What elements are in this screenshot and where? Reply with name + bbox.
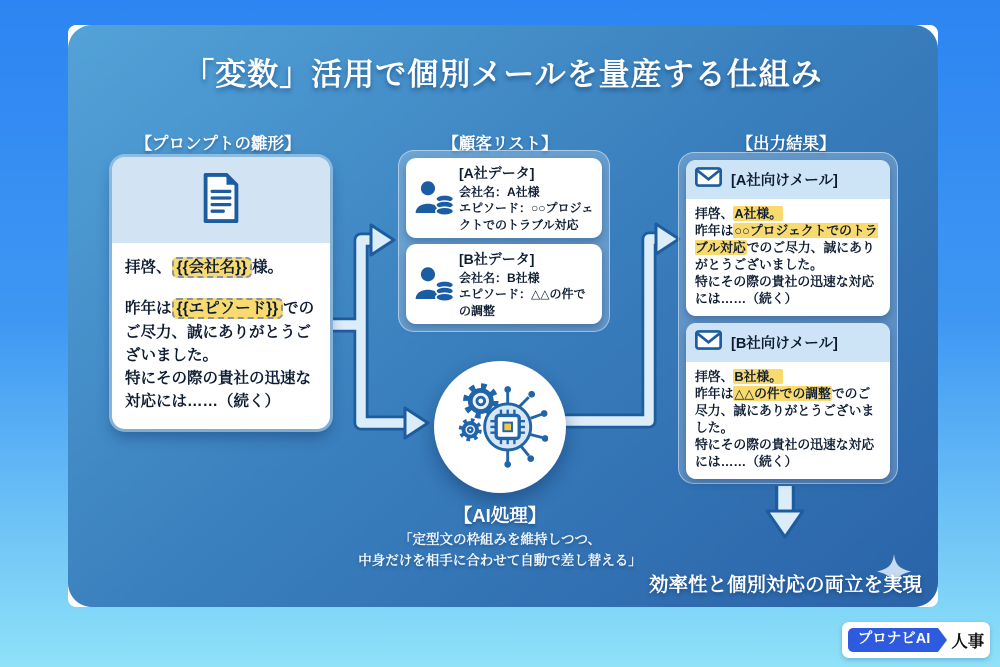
customer-card-b <box>406 244 602 324</box>
prompt-greeting: 拝啓、 {{会社名}} 様。 <box>125 259 284 276</box>
ai-quote <box>300 530 700 572</box>
ai-caption: 【AI処理】 <box>453 505 547 526</box>
prompt-column-header: 【プロンプトの雛形】 <box>135 135 301 153</box>
customer-card-company: 会社名：B社様 <box>459 271 540 286</box>
prompt-template-card <box>112 157 330 429</box>
brand-suffix: 人事 <box>951 633 985 651</box>
mail-card-title: [A社向けメール] <box>731 173 838 189</box>
result-statement: 効率性と個別対応の両立を実現 <box>648 574 922 596</box>
mail-card-header <box>686 323 890 362</box>
prompt-body-line: 昨年は {{エピソード}} でのご尽力、誠にありがとうございました。 <box>125 300 315 364</box>
customer-card-episode: エピソード：△△の件での調整 <box>459 287 586 318</box>
ai-processing-node <box>434 361 566 493</box>
mail-paragraph: 拝啓、A社様。 <box>695 206 783 221</box>
brand-badge: プロナビAI <box>848 628 939 652</box>
mail-paragraph: 特にその際の貴社の迅速な対応には……（続く） <box>695 274 875 307</box>
customer-card-title: [A社データ] <box>459 165 535 182</box>
output-panel <box>678 152 898 484</box>
brand-logo <box>842 622 990 658</box>
customer-list-panel <box>398 150 610 332</box>
mail-paragraph: 昨年は○○プロジェクトでのトラブル対応でのご尽力、誠にありがとうございました。 <box>695 223 878 273</box>
mail-card-body <box>686 362 890 479</box>
customer-card-a <box>406 158 602 238</box>
document-icon <box>199 171 243 230</box>
mail-card-body <box>686 199 890 316</box>
person-database-icon <box>411 263 459 305</box>
mail-card-a <box>686 160 890 316</box>
page-title: 「変数」活用で個別メールを量産する仕組み <box>183 57 823 92</box>
mail-paragraph: 特にその際の貴社の迅速な対応には……（続く） <box>695 437 875 470</box>
main-panel <box>68 25 938 607</box>
mail-card-header <box>686 160 890 199</box>
prompt-template-text <box>112 243 330 429</box>
customer-card-title: [B社データ] <box>459 251 535 268</box>
ai-quote-line1: 「定型文の枠組みを維持しつつ、 <box>399 532 601 547</box>
customers-column-header: 【顧客リスト】 <box>442 135 558 153</box>
person-database-icon <box>411 177 459 219</box>
customer-card-company: 会社名：A社様 <box>459 185 540 200</box>
mail-paragraph: 拝啓、B社様。 <box>695 369 783 385</box>
prompt-body-line: 特にその際の貴社の迅速な対応には……（続く） <box>125 370 312 411</box>
mail-card-b <box>686 323 890 479</box>
ai-chip-gears-icon <box>452 377 548 478</box>
mail-card-title: [B社向けメール] <box>731 336 838 353</box>
output-column-header: 【出力結果】 <box>736 135 836 153</box>
envelope-icon <box>695 330 722 355</box>
mail-paragraph: 昨年は△△の件での調整でのご尽力、誠にありがとうございました。 <box>695 386 875 436</box>
customer-card-episode: エピソード：○○プロジェクトでのトラブル対応 <box>459 201 594 232</box>
envelope-icon <box>695 167 722 192</box>
ai-quote-line2: 中身だけを相手に合わせて自動で差し替える」 <box>358 552 642 568</box>
prompt-card-icon-zone <box>112 157 330 243</box>
